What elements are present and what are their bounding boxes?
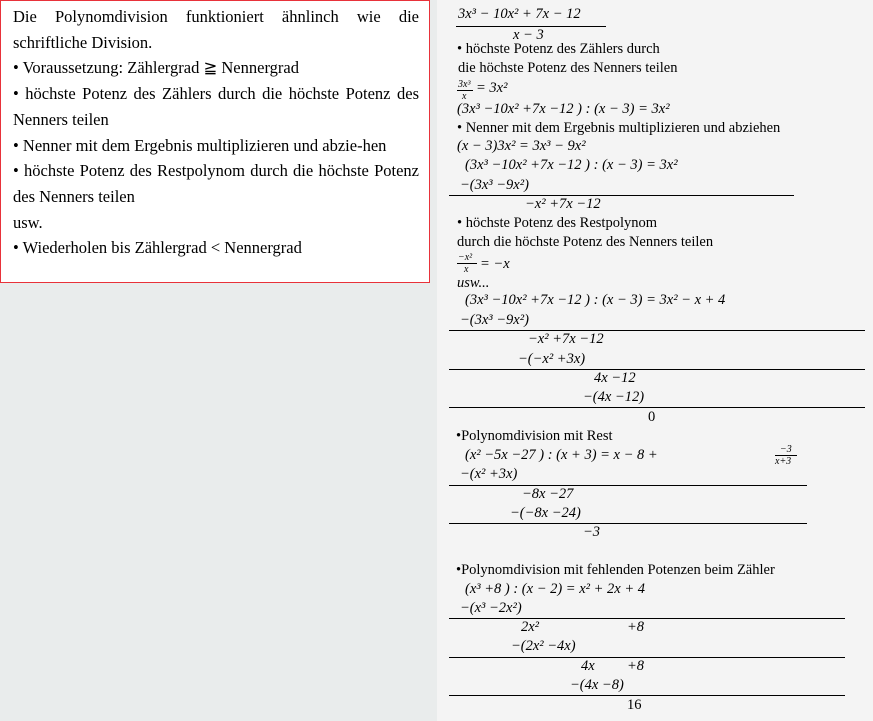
intro-bullet-multiply: • Nenner mit dem Ergebnis multiplizieren und abzie-hen xyxy=(13,135,387,155)
step3-frac-den: x xyxy=(464,264,469,275)
intro-bullet-repeat: • Wiederholen bis Zählergrad < Nennergrad xyxy=(13,238,302,258)
rest-subtract-2: −(−8x −24) xyxy=(510,505,581,521)
rest-division: (x² −5x −27 ) : (x + 3) = x − 8 + xyxy=(465,447,658,463)
full-remainder-3: 0 xyxy=(648,409,656,425)
full-division: (3x³ −10x² +7x −12 ) : (x − 3) = 3x² − x + 4 xyxy=(465,292,726,308)
step3-text-b: durch die höchste Potenz des Nenners teilen xyxy=(457,234,714,250)
worked-example-panel xyxy=(437,0,873,721)
step2-division: (3x³ −10x² +7x −12 ) : (x − 3) = 3x² xyxy=(465,157,678,173)
rest-rule-1 xyxy=(449,485,807,486)
intro-bullet-rest: • höchste Potenz des Restpolynom durch die höchste Potenz des Nenners teilen xyxy=(13,161,419,206)
rest-subtract-1: −(x² +3x) xyxy=(460,466,518,482)
missing-division: (x³ +8 ) : (x − 2) = x² + 2x + 4 xyxy=(465,581,646,597)
rest-frac-den: x+3 xyxy=(775,456,792,467)
missing-remainder-1a: 2x² xyxy=(521,619,540,635)
missing-subtract-2: −(2x² −4x) xyxy=(511,638,576,654)
full-rule-2 xyxy=(449,369,865,370)
step2-text-b: (x − 3)3x² = 3x³ − 9x² xyxy=(457,138,586,154)
step1-eq: = 3x² xyxy=(476,80,508,96)
rest-title: •Polynomdivision mit Rest xyxy=(456,428,613,444)
full-subtract-2: −(−x² +3x) xyxy=(518,351,586,367)
step3-text-a: • höchste Potenz des Restpolynom xyxy=(457,215,657,231)
rest-remainder-2: −3 xyxy=(583,524,601,540)
rest-remainder-1: −8x −27 xyxy=(522,486,574,502)
step2-subtract: −(3x³ −9x²) xyxy=(460,177,529,193)
missing-rule-2 xyxy=(449,657,845,658)
missing-subtract-3: −(4x −8) xyxy=(570,677,624,693)
missing-remainder-2b: +8 xyxy=(627,658,645,674)
full-rule-1 xyxy=(449,330,865,331)
rest-rule-2 xyxy=(449,523,807,524)
intro-bullet-requirement: • Voraussetzung: Zählergrad ≧ Nennergrad xyxy=(13,58,299,78)
full-subtract-3: −(4x −12) xyxy=(583,389,645,405)
intro-bullet-divide: • höchste Potenz des Zählers durch die höchste Potenz des Nenners teilen xyxy=(13,84,419,129)
missing-title: •Polynomdivision mit fehlenden Potenzen beim Zähler xyxy=(456,562,775,578)
step2-text-a: • Nenner mit dem Ergebnis multiplizieren und abziehen xyxy=(457,120,781,136)
step2-remainder: −x² +7x −12 xyxy=(525,196,601,212)
full-rule-3 xyxy=(449,407,865,408)
intro-usw: usw. xyxy=(13,212,43,232)
missing-rule-1 xyxy=(449,618,845,619)
missing-remainder-1b: +8 xyxy=(627,619,645,635)
missing-rule-3 xyxy=(449,695,845,696)
step1-frac-den: x xyxy=(462,91,467,102)
step1-division: (3x³ −10x² +7x −12 ) : (x − 3) = 3x² xyxy=(457,101,670,117)
missing-subtract-1: −(x³ −2x²) xyxy=(460,600,522,616)
fraction-denominator: x − 3 xyxy=(513,27,544,43)
rest-frac-num: −3 xyxy=(780,444,792,455)
step1-frac-num: 3x³ xyxy=(458,79,471,90)
missing-remainder-2a: 4x xyxy=(581,658,595,674)
fraction-numerator: 3x³ − 10x² + 7x − 12 xyxy=(458,6,581,22)
step3-frac-num: −x² xyxy=(458,252,473,263)
full-remainder-1: −x² +7x −12 xyxy=(528,331,604,347)
usw-label: usw... xyxy=(457,275,490,291)
missing-remainder-3: 16 xyxy=(627,697,642,713)
step1-text-b: die höchste Potenz des Nenners teilen xyxy=(458,60,678,76)
step1-text-a: • höchste Potenz des Zählers durch xyxy=(457,41,660,57)
step2-rule xyxy=(449,195,794,196)
intro-box xyxy=(0,0,430,283)
full-remainder-2: 4x −12 xyxy=(594,370,636,386)
intro-paragraph: Die Polynomdivision funktioniert ähnlinch wie die schriftliche Division. xyxy=(13,7,419,52)
full-subtract-1: −(3x³ −9x²) xyxy=(460,312,529,328)
step3-eq: = −x xyxy=(480,256,510,272)
